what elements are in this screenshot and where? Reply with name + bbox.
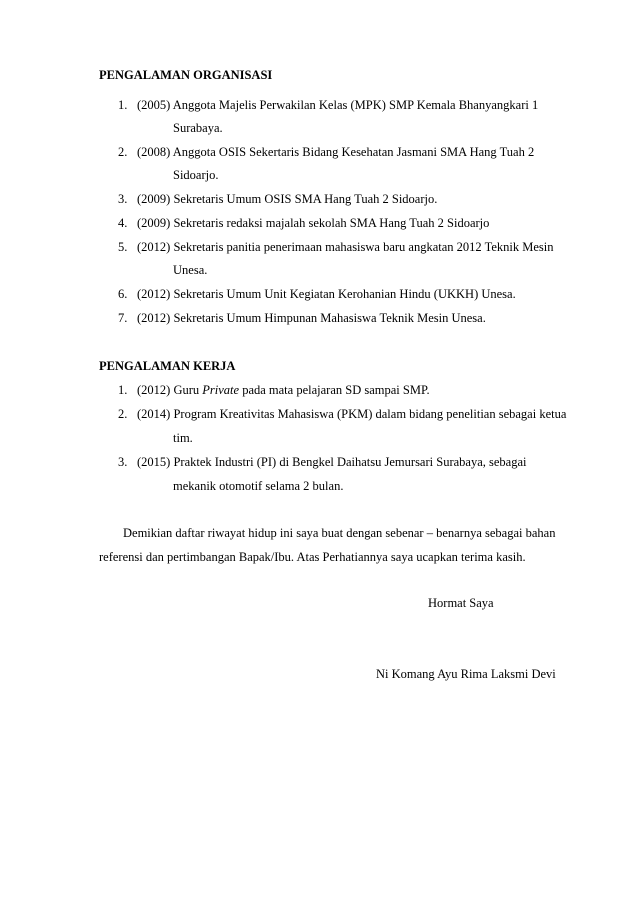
kerja-item-2-text: (2014) Program Kreativitas Mahasiswa (PKM) dalam bidang penelitian sebagai ketua	[137, 407, 567, 421]
kerja-item-2-number: 2.	[118, 407, 128, 421]
org-item-3-number: 3.	[118, 192, 128, 206]
org-item-5-text: (2012) Sekretaris panitia penerimaan mahasiswa baru angkatan 2012 Teknik Mesin	[137, 240, 554, 254]
org-item-1-continuation: Surabaya.	[173, 121, 223, 135]
org-item-6-number: 6.	[118, 287, 128, 301]
org-item-1-text: (2005) Anggota Majelis Perwakilan Kelas (MPK) SMP Kemala Bhanyangkari 1	[137, 98, 539, 112]
heading-organisasi: PENGALAMAN ORGANISASI	[99, 68, 273, 82]
kerja-item-3-continuation: mekanik otomotif selama 2 bulan.	[173, 479, 344, 493]
org-item-2-text: (2008) Anggota OSIS Sekertaris Bidang Kesehatan Jasmani SMA Hang Tuah 2	[137, 145, 535, 159]
org-item-4-number: 4.	[118, 216, 128, 230]
signature-salutation: Hormat Saya	[428, 596, 494, 610]
org-item-3-text: (2009) Sekretaris Umum OSIS SMA Hang Tuah 2 Sidoarjo.	[137, 192, 438, 206]
org-item-2-continuation: Sidoarjo.	[173, 168, 219, 182]
closing-paragraph-line-2: referensi dan pertimbangan Bapak/Ibu. Atas Perhatiannya saya ucapkan terima kasih.	[99, 550, 526, 564]
org-item-7-text: (2012) Sekretaris Umum Himpunan Mahasiswa Teknik Mesin Unesa.	[137, 311, 486, 325]
org-item-2-number: 2.	[118, 145, 128, 159]
kerja-item-3-text: (2015) Praktek Industri (PI) di Bengkel Daihatsu Jemursari Surabaya, sebagai	[137, 455, 527, 469]
org-item-4-text: (2009) Sekretaris redaksi majalah sekolah SMA Hang Tuah 2 Sidoarjo	[137, 216, 490, 230]
closing-paragraph-line-1: Demikian daftar riwayat hidup ini saya buat dengan sebenar – benarnya sebagai bahan	[123, 526, 556, 540]
org-item-5-number: 5.	[118, 240, 128, 254]
org-item-1-number: 1.	[118, 98, 128, 112]
kerja-item-2-continuation: tim.	[173, 431, 193, 445]
kerja-item-1-post: pada mata pelajaran SD sampai SMP.	[239, 383, 430, 397]
signature-name: Ni Komang Ayu Rima Laksmi Devi	[376, 667, 556, 681]
kerja-item-1-number: 1.	[118, 383, 128, 397]
kerja-item-1-italic: Private	[202, 383, 240, 397]
kerja-item-1-pre: (2012) Guru	[137, 383, 203, 397]
org-item-7-number: 7.	[118, 311, 128, 325]
org-item-6-text: (2012) Sekretaris Umum Unit Kegiatan Kerohanian Hindu (UKKH) Unesa.	[137, 287, 516, 301]
kerja-item-3-number: 3.	[118, 455, 128, 469]
org-item-5-continuation: Unesa.	[173, 263, 208, 277]
heading-kerja: PENGALAMAN KERJA	[99, 359, 236, 373]
kerja-item-1-text	[137, 383, 430, 398]
